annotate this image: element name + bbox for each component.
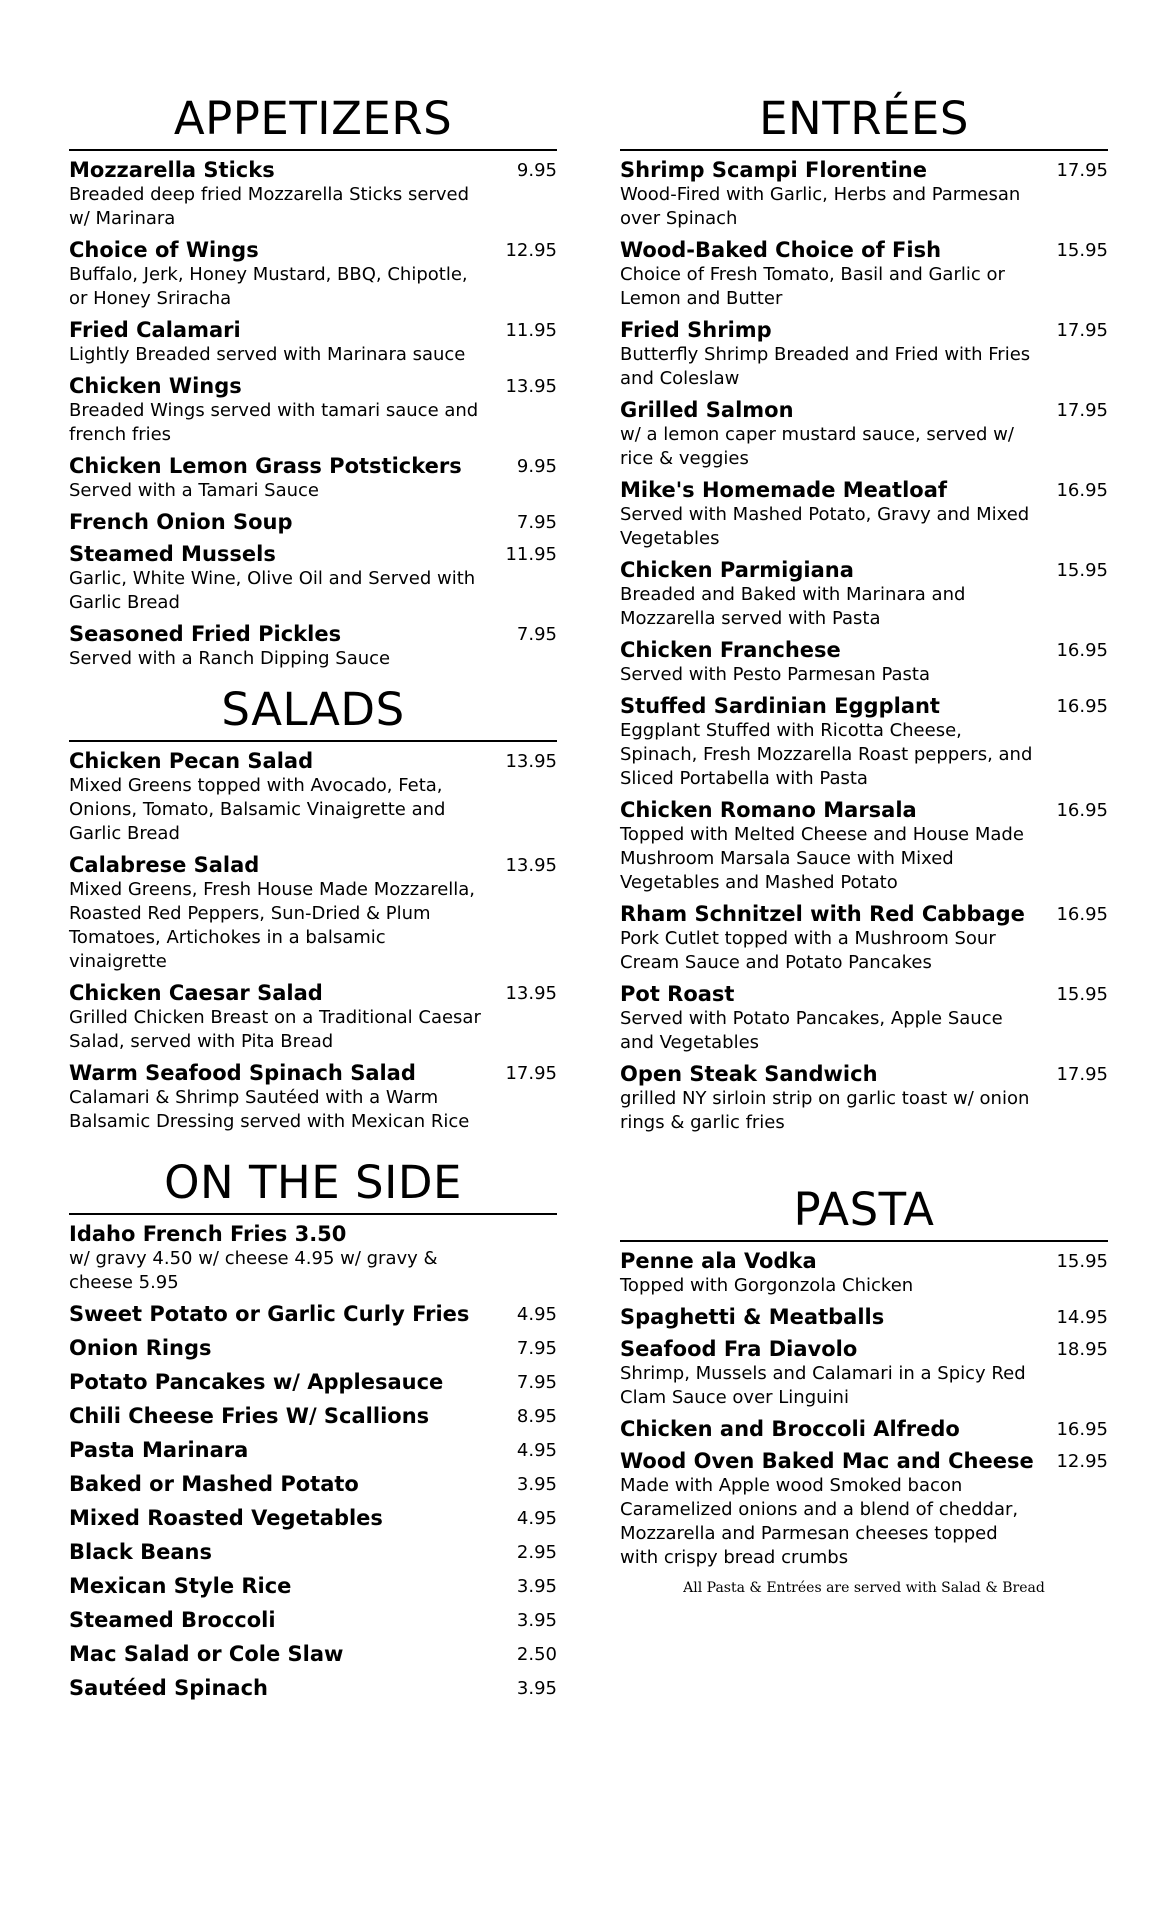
item-price: 17.95 <box>1056 160 1108 181</box>
section-title: PASTA <box>620 1187 1108 1242</box>
item-price: 2.95 <box>516 1541 557 1563</box>
item-price: 7.95 <box>516 1337 557 1359</box>
item-price: 11.95 <box>505 320 557 341</box>
item-name: Wood Oven Baked Mac and Cheese <box>620 1449 1034 1473</box>
item-name: Wood-Baked Choice of Fish <box>620 238 942 262</box>
item-price: 4.95 <box>516 1507 557 1529</box>
item-description: Buffalo, Jerk, Honey Mustard, BBQ, Chipotle, or Honey Sriracha <box>69 264 468 309</box>
item-price: 4.95 <box>516 1439 557 1461</box>
item-row <box>69 158 557 183</box>
item-name: Idaho French Fries 3.50 <box>69 1222 347 1246</box>
item-description: Garlic, White Wine, Olive Oil and Served with Garlic Bread <box>69 568 476 613</box>
section-title: ON THE SIDE <box>69 1160 557 1215</box>
item-name: Chili Cheese Fries W/ Scallions <box>69 1403 430 1428</box>
menu-item <box>69 853 557 974</box>
menu-item <box>620 558 1108 631</box>
menu-item <box>69 1331 557 1365</box>
item-row <box>69 853 557 878</box>
sides-list <box>69 1297 557 1705</box>
menu-item <box>620 694 1108 791</box>
item-name: French Onion Soup <box>69 510 293 534</box>
menu-item <box>69 1501 557 1535</box>
item-price: 8.95 <box>516 1405 557 1427</box>
menu-item <box>69 318 557 367</box>
menu-item <box>69 1222 557 1295</box>
menu-item <box>620 478 1108 551</box>
item-name: Chicken Franchese <box>620 638 841 662</box>
item-name: Pasta Marinara <box>69 1437 249 1462</box>
pasta-list <box>620 1249 1108 1570</box>
item-row <box>69 749 557 774</box>
item-price: 16.95 <box>1056 800 1108 821</box>
item-row <box>620 902 1108 927</box>
menu-item <box>620 1062 1108 1135</box>
menu-item <box>69 1671 557 1705</box>
item-row <box>620 1417 1108 1442</box>
item-name: Sweet Potato or Garlic Curly Fries <box>69 1301 470 1326</box>
item-name: Fried Calamari <box>69 318 241 342</box>
item-description: Wood-Fired with Garlic, Herbs and Parmesan over Spinach <box>620 184 1021 229</box>
item-price: 13.95 <box>505 983 557 1004</box>
item-description: w/ gravy 4.50 w/ cheese 4.95 w/ gravy & cheese 5.95 <box>69 1248 438 1293</box>
item-row <box>620 1337 1108 1362</box>
menu-item <box>620 238 1108 311</box>
menu-item <box>69 454 557 503</box>
item-row <box>69 622 557 647</box>
item-name: Spaghetti & Meatballs <box>620 1305 885 1329</box>
section-title: APPETIZERS <box>69 96 557 151</box>
right-column <box>620 0 1108 1596</box>
item-price: 16.95 <box>1056 904 1108 925</box>
item-row <box>620 694 1108 719</box>
item-row <box>620 1449 1108 1474</box>
item-description: Pork Cutlet topped with a Mushroom Sour Cream Sauce and Potato Pancakes <box>620 928 996 973</box>
item-price: 16.95 <box>1056 696 1108 717</box>
item-price: 15.95 <box>1056 984 1108 1005</box>
item-description: Shrimp, Mussels and Calamari in a Spicy Red Clam Sauce over Linguini <box>620 1363 1026 1408</box>
item-price: 2.50 <box>516 1643 557 1665</box>
item-name: Steamed Mussels <box>69 542 276 566</box>
item-name: Mike's Homemade Meatloaf <box>620 478 948 502</box>
menu-item <box>69 1603 557 1637</box>
item-description: Served with a Tamari Sauce <box>69 480 320 501</box>
menu-item <box>69 1399 557 1433</box>
item-price: 15.95 <box>1056 1251 1108 1272</box>
item-name: Chicken Lemon Grass Potstickers <box>69 454 462 478</box>
item-name: Calabrese Salad <box>69 853 260 877</box>
menu-item <box>69 981 557 1054</box>
item-row <box>620 158 1108 183</box>
item-row <box>620 318 1108 343</box>
item-name: Chicken Wings <box>69 374 242 398</box>
menu-item <box>620 638 1108 687</box>
item-price: 9.95 <box>516 456 557 477</box>
item-description: Served with Mashed Potato, Gravy and Mixed Vegetables <box>620 504 1030 549</box>
item-price: 13.95 <box>505 376 557 397</box>
menu-item <box>620 1417 1108 1442</box>
menu-item <box>620 1337 1108 1410</box>
item-price: 15.95 <box>1056 560 1108 581</box>
item-description: Choice of Fresh Tomato, Basil and Garlic or Lemon and Butter <box>620 264 1005 309</box>
item-row <box>620 638 1108 663</box>
item-name: Shrimp Scampi Florentine <box>620 158 927 182</box>
item-price: 11.95 <box>505 544 557 565</box>
item-price: 12.95 <box>505 240 557 261</box>
item-description: Made with Apple wood Smoked bacon Caramelized onions and a blend of cheddar, Mozzarella and Parmesan cheeses topped with crispy bread crumbs <box>620 1475 1019 1568</box>
item-price: 4.95 <box>516 1303 557 1325</box>
item-name: Rham Schnitzel with Red Cabbage <box>620 902 1025 926</box>
item-description: Grilled Chicken Breast on a Traditional Caesar Salad, served with Pita Bread <box>69 1007 481 1052</box>
item-price: 7.95 <box>516 1371 557 1393</box>
item-description: Calamari & Shrimp Sautéed with a Warm Balsamic Dressing served with Mexican Rice <box>69 1087 470 1132</box>
left-column <box>69 0 557 1705</box>
item-price: 18.95 <box>1056 1339 1108 1360</box>
item-price: 14.95 <box>1056 1307 1108 1328</box>
item-row <box>620 558 1108 583</box>
item-description: Mixed Greens topped with Avocado, Feta, Onions, Tomato, Balsamic Vinaigrette and Garlic Bread <box>69 775 446 844</box>
item-price: 17.95 <box>1056 320 1108 341</box>
item-price: 16.95 <box>1056 640 1108 661</box>
menu-item <box>69 542 557 615</box>
appetizers-section <box>69 92 557 671</box>
menu-item <box>69 1365 557 1399</box>
item-price: 15.95 <box>1056 240 1108 261</box>
item-price: 3.95 <box>516 1575 557 1597</box>
section-title: ENTRÉES <box>620 96 1108 151</box>
item-row <box>69 510 557 535</box>
item-description: Breaded deep fried Mozzarella Sticks served w/ Marinara <box>69 184 469 229</box>
appetizers-list <box>69 158 557 671</box>
item-name: Black Beans <box>69 1539 212 1564</box>
menu-item <box>620 318 1108 391</box>
item-price: 9.95 <box>516 160 557 181</box>
item-description: Lightly Breaded served with Marinara sauce <box>69 344 466 365</box>
menu-item <box>69 749 557 846</box>
menu-item <box>620 1449 1108 1570</box>
menu-item <box>620 158 1108 231</box>
item-row <box>620 238 1108 263</box>
item-description: w/ a lemon caper mustard sauce, served w/ rice & veggies <box>620 424 1014 469</box>
item-name: Penne ala Vodka <box>620 1249 817 1273</box>
menu-item <box>69 1535 557 1569</box>
item-name: Chicken Parmigiana <box>620 558 854 582</box>
item-row <box>620 1305 1108 1330</box>
item-price: 7.95 <box>516 624 557 645</box>
menu-item <box>69 1637 557 1671</box>
menu-item <box>69 1569 557 1603</box>
item-row <box>620 398 1108 423</box>
footnote: All Pasta & Entrées are served with Salad & Bread <box>683 1580 1045 1596</box>
item-row <box>69 1061 557 1086</box>
item-name: Onion Rings <box>69 1335 212 1360</box>
item-name: Mac Salad or Cole Slaw <box>69 1641 344 1666</box>
item-row <box>620 982 1108 1007</box>
item-name: Sautéed Spinach <box>69 1675 268 1700</box>
pasta-section <box>620 1183 1108 1596</box>
item-name: Warm Seafood Spinach Salad <box>69 1061 416 1085</box>
item-name: Chicken Pecan Salad <box>69 749 314 773</box>
menu-item <box>620 798 1108 895</box>
menu-item <box>620 398 1108 471</box>
item-description: Breaded Wings served with tamari sauce and french fries <box>69 400 479 445</box>
item-name: Mozzarella Sticks <box>69 158 275 182</box>
item-name: Potato Pancakes w/ Applesauce <box>69 1369 444 1394</box>
item-description: Mixed Greens, Fresh House Made Mozzarella, Roasted Red Peppers, Sun-Dried & Plum Tomatoes, Artichokes in a balsamic vinaigrette <box>69 879 476 972</box>
salads-list <box>69 749 557 1134</box>
menu-item <box>69 374 557 447</box>
item-row <box>69 374 557 399</box>
item-price: 17.95 <box>1056 400 1108 421</box>
item-name: Chicken Romano Marsala <box>620 798 917 822</box>
item-row <box>69 318 557 343</box>
item-name: Baked or Mashed Potato <box>69 1471 359 1496</box>
item-name: Pot Roast <box>620 982 735 1006</box>
salads-section <box>69 683 557 1134</box>
item-name: Steamed Broccoli <box>69 1607 276 1632</box>
item-name: Seafood Fra Diavolo <box>620 1337 858 1361</box>
item-row <box>69 981 557 1006</box>
menu-item <box>69 1433 557 1467</box>
menu-item <box>69 1297 557 1331</box>
item-name: Mixed Roasted Vegetables <box>69 1505 383 1530</box>
menu-item <box>69 1061 557 1134</box>
item-description: Served with a Ranch Dipping Sauce <box>69 648 391 669</box>
item-row <box>620 798 1108 823</box>
item-name: Open Steak Sandwich <box>620 1062 878 1086</box>
menu-item <box>620 902 1108 975</box>
item-price: 3.95 <box>516 1609 557 1631</box>
menu-item <box>69 158 557 231</box>
item-price: 16.95 <box>1056 1419 1108 1440</box>
menu-item <box>620 1305 1108 1330</box>
item-description: Butterfly Shrimp Breaded and Fried with Fries and Coleslaw <box>620 344 1031 389</box>
item-price: 17.95 <box>505 1063 557 1084</box>
item-price: 12.95 <box>1056 1451 1108 1472</box>
menu-item <box>69 238 557 311</box>
menu-item <box>69 622 557 671</box>
item-row <box>620 1249 1108 1274</box>
item-row <box>620 478 1108 503</box>
item-price: 16.95 <box>1056 480 1108 501</box>
item-row <box>620 1062 1108 1087</box>
item-price: 3.95 <box>516 1473 557 1495</box>
item-name: Seasoned Fried Pickles <box>69 622 342 646</box>
sides-section <box>69 1156 557 1705</box>
item-row <box>69 454 557 479</box>
item-name: Fried Shrimp <box>620 318 772 342</box>
item-price: 3.95 <box>516 1677 557 1699</box>
menu-item <box>69 510 557 535</box>
item-price: 17.95 <box>1056 1064 1108 1085</box>
entrees-section <box>620 92 1108 1135</box>
item-name: Choice of Wings <box>69 238 259 262</box>
item-name: Chicken Caesar Salad <box>69 981 323 1005</box>
item-name: Stuffed Sardinian Eggplant <box>620 694 940 718</box>
item-price: 13.95 <box>505 751 557 772</box>
menu-item <box>69 1467 557 1501</box>
section-title: SALADS <box>69 687 557 742</box>
item-description: Topped with Gorgonzola Chicken <box>620 1275 914 1296</box>
item-description: Topped with Melted Cheese and House Made Mushroom Marsala Sauce with Mixed Vegetables and Mashed Potato <box>620 824 1024 893</box>
item-name: Mexican Style Rice <box>69 1573 292 1598</box>
item-row <box>69 542 557 567</box>
item-description: grilled NY sirloin strip on garlic toast w/ onion rings & garlic fries <box>620 1088 1030 1133</box>
item-description: Breaded and Baked with Marinara and Mozzarella served with Pasta <box>620 584 966 629</box>
item-description: Served with Potato Pancakes, Apple Sauce and Vegetables <box>620 1008 1003 1053</box>
item-price: 13.95 <box>505 855 557 876</box>
entrees-list <box>620 158 1108 1135</box>
item-row <box>69 238 557 263</box>
item-name: Chicken and Broccoli Alfredo <box>620 1417 960 1441</box>
item-name: Grilled Salmon <box>620 398 794 422</box>
item-price: 7.95 <box>516 512 557 533</box>
menu-item <box>620 1249 1108 1298</box>
item-description: Eggplant Stuffed with Ricotta Cheese, Spinach, Fresh Mozzarella Roast peppers, and Sliced Portabella with Pasta <box>620 720 1033 789</box>
menu-item <box>620 982 1108 1055</box>
item-description: Served with Pesto Parmesan Pasta <box>620 664 930 685</box>
